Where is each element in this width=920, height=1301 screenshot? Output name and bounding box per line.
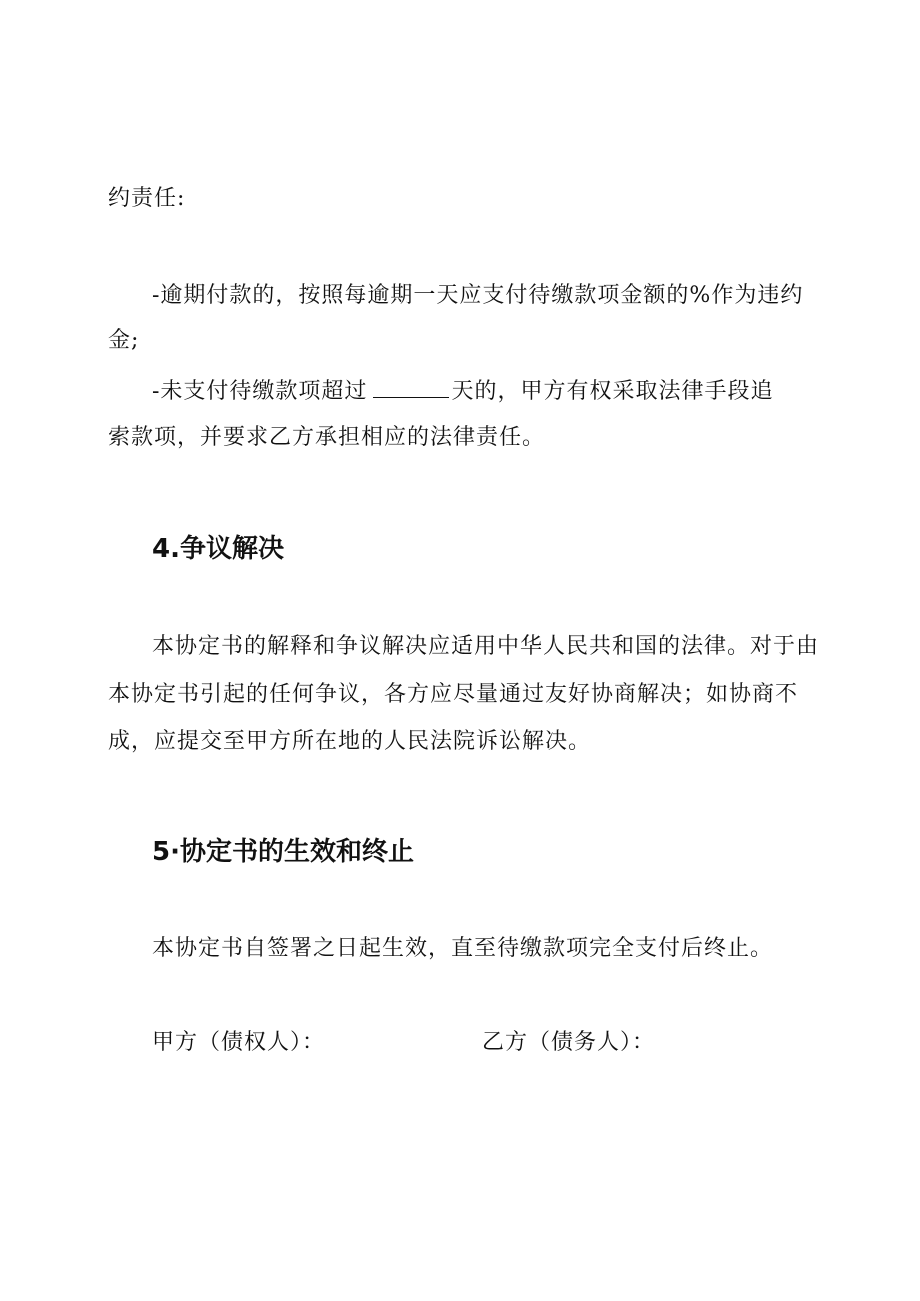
section-4-paragraph-line-2: 本协定书引起的任何争议，各方应尽量通过友好协商解决；如协商不 xyxy=(108,682,799,707)
breach-item-1-line1: -逾期付款的，按照每逾期一天应支付待缴款项金额的%作为违约 xyxy=(152,283,804,308)
breach-intro-tail: 约责任: xyxy=(108,186,186,211)
party-a-signature-label: 甲方（债权人）： xyxy=(152,1030,326,1055)
section-4-heading: 4.争议解决 xyxy=(152,534,284,564)
breach-item-1-line2: 金; xyxy=(108,328,140,353)
breach-item-2-text-before-blank: -未支付待缴款项超过 xyxy=(152,379,368,404)
section-5-paragraph: 本协定书自签署之日起生效，直至待缴款项完全支付后终止。 xyxy=(152,936,774,961)
party-b-signature-label: 乙方（债务人）： xyxy=(482,1030,656,1055)
breach-item-2-line1 xyxy=(152,375,773,407)
breach-item-2-text-after-blank: 天的，甲方有权采取法律手段追 xyxy=(451,379,774,404)
section-5-heading: 5·协定书的生效和终止 xyxy=(152,837,414,867)
breach-item-2-line2: 索款项，并要求乙方承担相应的法律责任。 xyxy=(108,425,546,450)
section-4-paragraph-line-3: 成，应提交至甲方所在地的人民法院诉讼解决。 xyxy=(108,729,592,754)
fill-in-blank-line xyxy=(373,375,449,398)
section-4-paragraph-line-1: 本协定书的解释和争议解决应适用中华人民共和国的法律。对于由 xyxy=(152,634,820,659)
